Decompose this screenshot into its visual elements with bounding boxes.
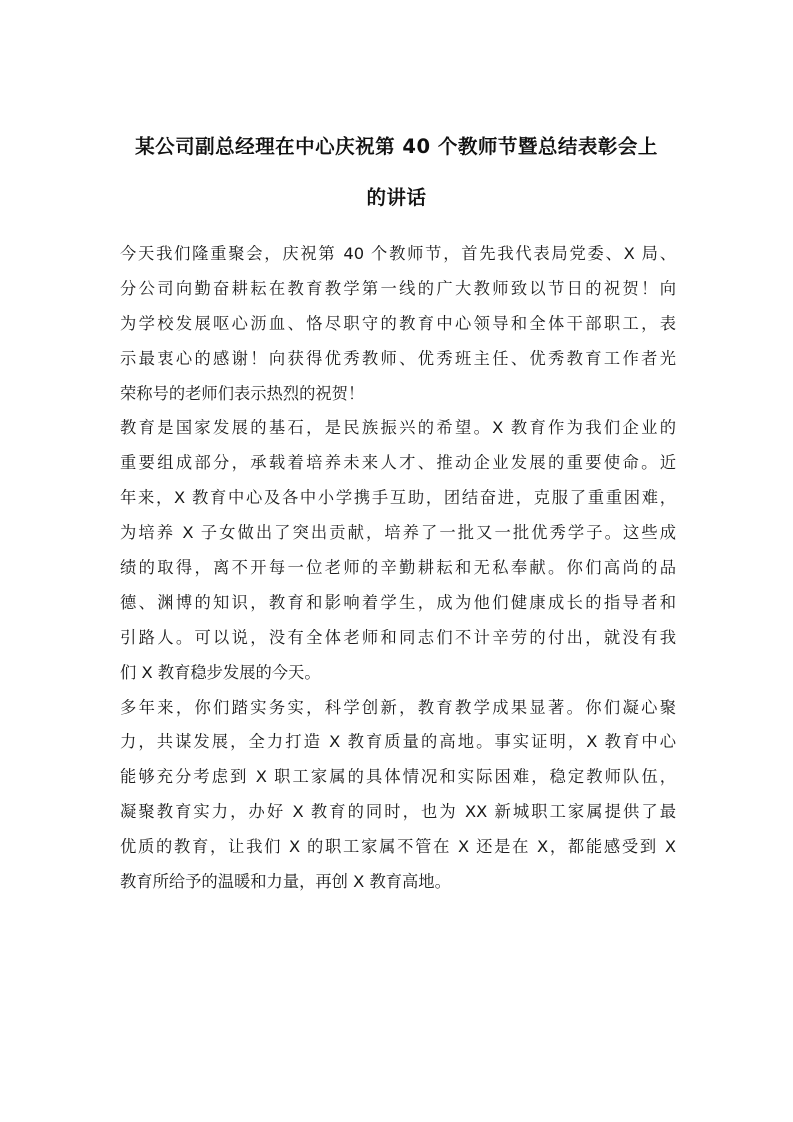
document-body [120,237,676,900]
paragraph-3 [120,691,676,900]
text-line: 示最衷心的感谢！向获得优秀教师、优秀班主任、优秀教育工作者光 [120,348,676,368]
text-line: 引路人。可以说，没有全体老师和同志们不计辛劳的付出，就没有我 [120,627,676,647]
text-line: 荣称号的老师们表示热烈的祝贺！ [120,383,365,403]
text-line: 绩的取得，离不开每一位老师的辛勤耕耘和无私奉献。你们高尚的品 [120,558,676,578]
document-title-line-2: 的讲话 [366,186,427,209]
text-line: 凝聚教育实力，办好 X 教育的同时，也为 XX 新城职工家属提供了最 [120,802,676,822]
text-line: 为学校发展呕心沥血、恪尽职守的教育中心领导和全体干部职工，表 [120,313,676,333]
text-line: 重要组成部分，承载着培养未来人才、推动企业发展的重要使命。近 [120,453,676,473]
text-line: 们 X 教育稳步发展的今天。 [120,662,321,682]
text-line: 优质的教育，让我们 X 的职工家属不管在 X 还是在 X，都能感受到 X [120,837,676,857]
document-title-line-1: 某公司副总经理在中心庆祝第 40 个教师节暨总结表彰会上 [135,135,658,158]
text-line: 今天我们隆重聚会，庆祝第 40 个教师节，首先我代表局党委、X 局、 [120,244,676,263]
paragraph-2 [120,411,676,690]
text-line: 能够充分考虑到 X 职工家属的具体情况和实际困难，稳定教师队伍， [120,767,676,787]
text-line: 多年来，你们踏实务实，科学创新，教育教学成果显著。你们凝心聚 [120,697,676,717]
text-line: 分公司向勤奋耕耘在教育教学第一线的广大教师致以节日的祝贺！向 [120,278,676,298]
text-line: 德、渊博的知识，教育和影响着学生，成为他们健康成长的指导者和 [120,592,676,612]
paragraph-1 [120,237,676,411]
text-line: 教育所给予的温暖和力量，再创 X 教育高地。 [120,872,451,892]
text-line: 年来，X 教育中心及各中小学携手互助，团结奋进，克服了重重困难， [120,488,676,508]
text-line: 教育是国家发展的基石，是民族振兴的希望。X 教育作为我们企业的 [120,418,676,438]
text-line: 为培养 X 子女做出了突出贡献，培养了一批又一批优秀学子。这些成 [120,523,676,543]
text-line: 力，共谋发展，全力打造 X 教育质量的高地。事实证明，X 教育中心 [120,732,676,752]
